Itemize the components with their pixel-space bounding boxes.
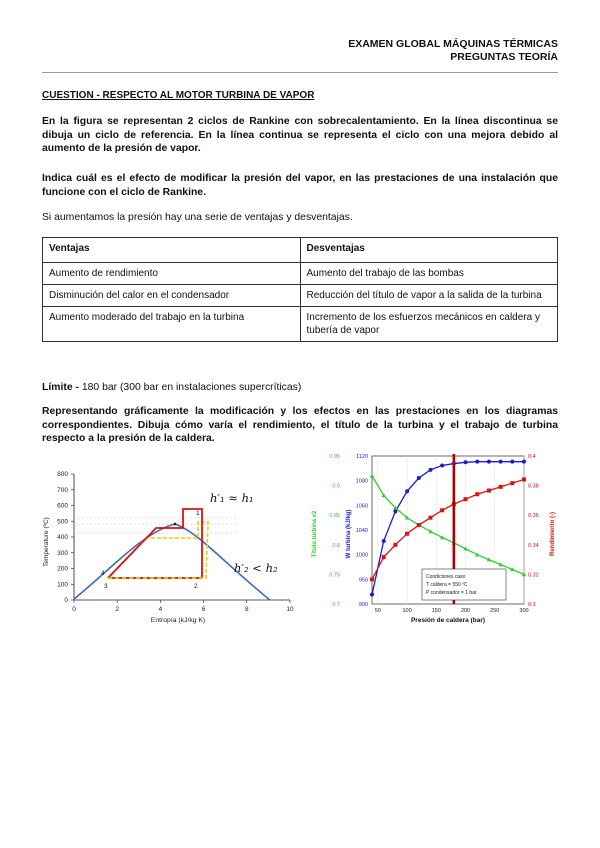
table-header-row bbox=[43, 238, 558, 263]
ts-xtick-label: 4 bbox=[158, 606, 163, 613]
table-cell: Incremento de los esfuerzos mecánicos en caldera y tubería de vapor bbox=[300, 307, 558, 342]
perf-efficiency-point bbox=[393, 543, 397, 547]
perf-work-point bbox=[428, 468, 432, 472]
advantages-table bbox=[42, 237, 558, 342]
question-paragraph: Indica cuál es el efecto de modificar la presión del vapor, en las prestaciones de una instalación que funcione con el ciclo de Rankine. bbox=[42, 173, 558, 198]
ts-ytick-label: 700 bbox=[57, 486, 68, 494]
table-cell: Aumento moderado del trabajo en la turbina bbox=[43, 307, 301, 342]
perf-quality-tick-label: 0.95 bbox=[329, 454, 340, 460]
ts-axes bbox=[74, 474, 290, 600]
ts-ytick-label: 0 bbox=[64, 597, 68, 604]
perf-work-tick-label: 950 bbox=[358, 577, 368, 584]
limit-text: 180 bar (300 bar en instalaciones supercríticas) bbox=[78, 382, 302, 393]
ts-ytick-label: 400 bbox=[57, 534, 68, 541]
table-cell: Reducción del título de vapor a la salida de la turbina bbox=[300, 285, 558, 307]
perf-efficiency-tick-label: 0.38 bbox=[528, 483, 539, 490]
perf-efficiency-point bbox=[522, 477, 526, 481]
header-title: EXAMEN GLOBAL MÁQUINAS TÉRMICAS bbox=[348, 38, 558, 50]
perf-efficiency-point bbox=[370, 577, 374, 581]
perf-quality-tick-label: 0.8 bbox=[332, 542, 340, 549]
ts-point-4: 4 bbox=[101, 570, 105, 577]
perf-work-tick-label: 1080 bbox=[355, 478, 368, 485]
perf-efficiency-point bbox=[440, 508, 444, 512]
perf-quality-tick-label: 0.85 bbox=[329, 513, 340, 520]
perf-efficiency-tick-label: 0.3 bbox=[528, 602, 536, 608]
perf-xlabel: Presión de caldera (bar) bbox=[410, 617, 486, 624]
perf-quality-point bbox=[370, 474, 374, 478]
limit-label: Límite - bbox=[42, 382, 79, 393]
perf-xtick-label: 100 bbox=[402, 608, 412, 614]
table-row bbox=[43, 307, 558, 342]
ts-ylabel: Temperature (ºC) bbox=[43, 517, 50, 567]
perf-efficiency-point bbox=[428, 516, 432, 520]
perf-efficiency-tick-label: 0.32 bbox=[528, 572, 539, 579]
ts-ytick-label: 100 bbox=[57, 581, 68, 589]
document-header bbox=[348, 38, 558, 64]
perf-legend-line: P condensador = 1 bar bbox=[426, 590, 477, 596]
perf-legend-line: T caldera = 550 ºC bbox=[426, 582, 468, 588]
ts-ytick-label: 600 bbox=[57, 502, 68, 510]
ts-point-3: 3 bbox=[104, 583, 108, 590]
perf-work-point bbox=[440, 463, 444, 467]
performance-chart bbox=[310, 450, 570, 635]
ts-xtick-label: 2 bbox=[115, 606, 120, 613]
perf-work-tick-label: 1060 bbox=[355, 503, 368, 510]
ts-ytick-label: 800 bbox=[57, 471, 68, 478]
perf-xtick-label: 250 bbox=[490, 608, 500, 614]
ts-ytick-label: 500 bbox=[57, 518, 68, 526]
perf-quality-tick-label: 0.7 bbox=[332, 602, 340, 608]
table-cell: Aumento de rendimiento bbox=[43, 263, 301, 285]
perf-work-tick-label: 1120 bbox=[356, 454, 368, 460]
limit-line bbox=[42, 381, 558, 395]
header-ventajas: Ventajas bbox=[43, 238, 301, 263]
perf-efficiency-point bbox=[417, 523, 421, 527]
perf-legend-line: Condiciones caso bbox=[426, 574, 466, 580]
ts-xtick-label: 6 bbox=[201, 606, 206, 613]
perf-efficiency-point bbox=[382, 555, 386, 559]
table-cell: Disminución del calor en el condensador bbox=[43, 285, 301, 307]
perf-efficiency-point bbox=[405, 532, 409, 536]
perf-work-point bbox=[417, 476, 421, 480]
ts-new-cycle bbox=[108, 509, 202, 578]
perf-efficiency-point bbox=[499, 485, 503, 489]
perf-xtick-label: 150 bbox=[431, 608, 441, 614]
perf-work-tick-label: 1000 bbox=[355, 552, 368, 559]
perf-work-point bbox=[487, 460, 491, 464]
table-row bbox=[43, 263, 558, 285]
ts-xlabel: Entropía (kJ/kg K) bbox=[150, 617, 206, 624]
ts-axis-lines bbox=[74, 474, 290, 600]
perf-efficiency-tick-label: 0.4 bbox=[528, 454, 536, 460]
intro-paragraph: En la figura se representan 2 ciclos de Rankine con sobrecalentamiento. En la línea discontinua se dibuja un ciclo de referencia. En la línea continua se representa el ciclo con una mejora debido al aumento de la presión de vapor. bbox=[42, 116, 558, 154]
perf-series-line bbox=[372, 476, 524, 575]
perf-work-point bbox=[382, 539, 386, 543]
perf-quality-tick-label: 0.9 bbox=[332, 483, 340, 490]
perf-ylabel-quality: Título turbina x2 bbox=[312, 510, 318, 558]
perf-work-point bbox=[405, 489, 409, 493]
perf-work-point bbox=[475, 460, 479, 464]
perf-efficiency-point bbox=[487, 489, 491, 493]
table-row bbox=[43, 285, 558, 307]
ts-annotation-h2: h′₂ < h₂ bbox=[234, 561, 278, 575]
perf-work-point bbox=[510, 460, 514, 464]
graph-request-paragraph: Representando gráficamente la modificación y los efectos en las prestaciones en los diagramas correspondientes. Dibuja cómo varía el rendimiento, el título de la turbina y el trabajo de turbina respecto a la presión de la caldera. bbox=[42, 406, 558, 444]
perf-work-point bbox=[464, 460, 468, 464]
perf-work-point bbox=[370, 593, 374, 597]
perf-work-point bbox=[522, 460, 526, 464]
ts-xtick-label: 10 bbox=[286, 606, 294, 613]
ts-annotation-h1: h′₁ ≈ h₁ bbox=[210, 491, 254, 505]
header-desventajas: Desventajas bbox=[300, 238, 558, 263]
ts-critical-point bbox=[174, 523, 177, 526]
header-divider bbox=[42, 72, 558, 73]
answer-intro: Si aumentamos la presión hay una serie de ventajas y desventajas. bbox=[42, 212, 353, 223]
perf-ylabel-work: W turbina (kJ/kg) bbox=[346, 509, 352, 559]
perf-xtick-label: 200 bbox=[460, 608, 471, 614]
perf-work-tick-label: 1040 bbox=[355, 528, 368, 534]
ts-xtick-label: 0 bbox=[72, 606, 76, 613]
section-title: CUESTION - RESPECTO AL MOTOR TURBINA DE VAPOR bbox=[42, 90, 315, 101]
perf-efficiency-point bbox=[510, 481, 514, 485]
perf-xtick-label: 300 bbox=[519, 608, 529, 614]
perf-quality-tick-label: 0.75 bbox=[329, 572, 340, 579]
table-cell: Aumento del trabajo de las bombas bbox=[300, 263, 558, 285]
perf-efficiency-point bbox=[464, 497, 468, 501]
ts-ytick-label: 300 bbox=[57, 549, 68, 557]
perf-work-point bbox=[499, 460, 503, 464]
ts-xtick-label: 8 bbox=[244, 606, 249, 613]
header-subtitle: PREGUNTAS TEORÍA bbox=[450, 51, 558, 63]
perf-xtick-label: 50 bbox=[374, 608, 381, 614]
perf-work-point bbox=[393, 509, 397, 513]
perf-ylabel-efficiency: Rendimiento (-) bbox=[550, 512, 556, 556]
ts-point-1: 1 bbox=[196, 510, 200, 517]
perf-efficiency-point bbox=[475, 492, 479, 496]
perf-efficiency-tick-label: 0.34 bbox=[528, 542, 539, 549]
ts-guide-lines bbox=[74, 518, 238, 533]
ts-point-2: 2 bbox=[194, 583, 198, 590]
ts-ytick-label: 200 bbox=[57, 565, 68, 573]
ts-diagram bbox=[38, 462, 298, 632]
perf-work-tick-label: 900 bbox=[358, 602, 368, 608]
perf-efficiency-tick-label: 0.36 bbox=[528, 513, 539, 520]
